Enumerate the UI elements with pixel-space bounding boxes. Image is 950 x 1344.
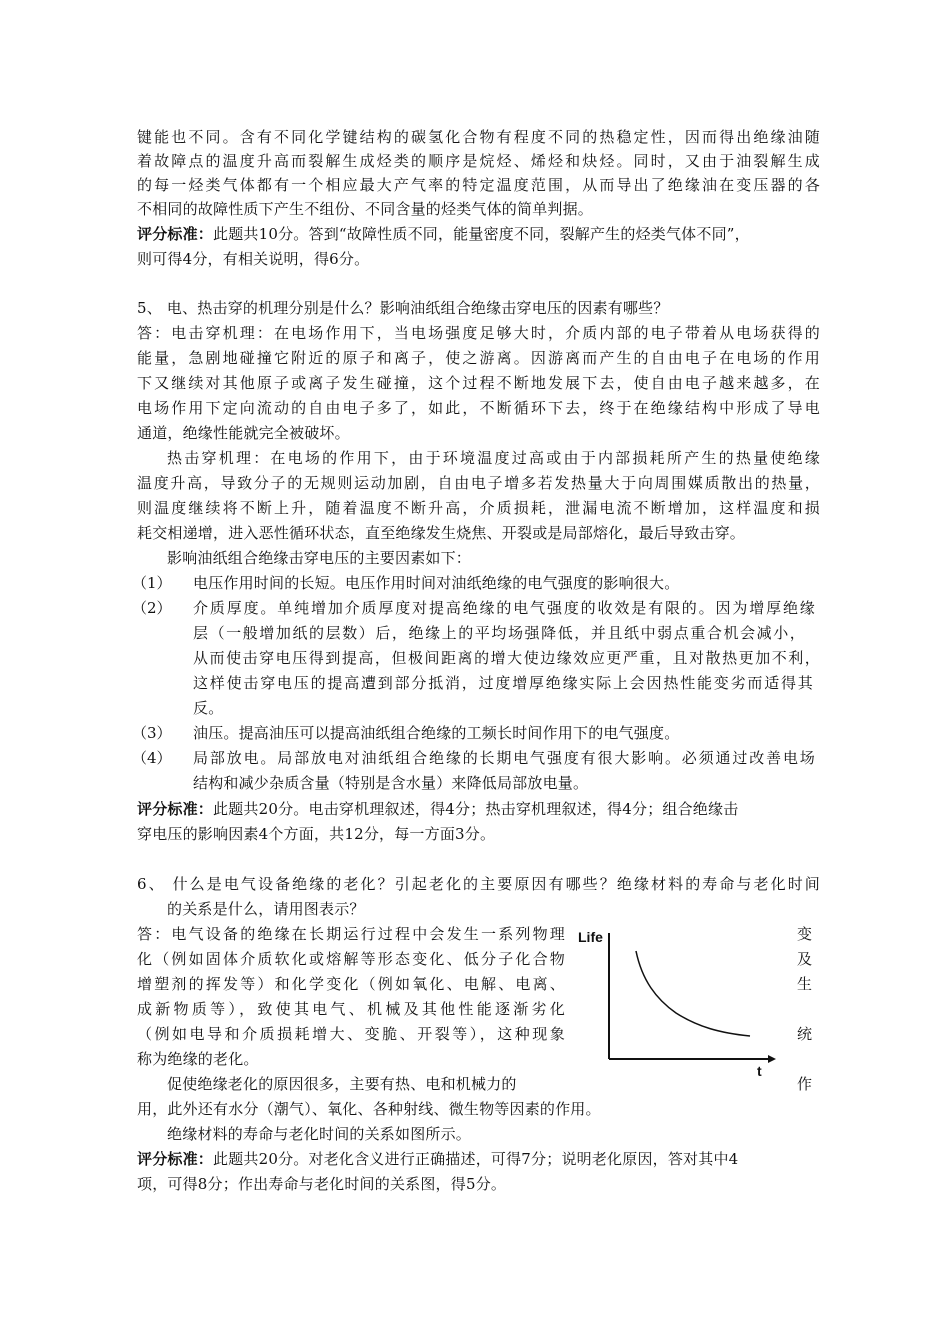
item-line: 电压作用时间的长短。电压作用时间对油纸绝缘的电气强度的影响很大。	[193, 574, 680, 592]
factors-intro: 影响油纸组合绝缘击穿电压的主要因素如下：	[167, 549, 472, 567]
wrapped-char: 生	[797, 975, 813, 993]
x-axis-arrow	[768, 1055, 776, 1063]
answer-line: 成新物质等），致使其电气、机械及其他性能逐渐劣化	[137, 1000, 565, 1018]
item-line: 介质厚度。单纯增加介质厚度对提高绝缘的电气强度的收效是有限的。因为增厚绝缘	[193, 599, 815, 617]
item-line: 层（一般增加纸的层数）后，绝缘上的平均场强降低，并且纸中弱点重合机会减小，	[193, 624, 805, 642]
scoring-label: 评分标准：	[137, 1150, 214, 1168]
wrapped-char: 作	[797, 1075, 813, 1093]
item-number: （3）	[132, 724, 172, 742]
wrapped-char: 及	[797, 950, 813, 968]
answer-line: （例如电导和介质损耗增大、变脆、开裂等），这种现象	[137, 1025, 565, 1043]
answer-line: 则温度继续将不断上升，随着温度不断升高，介质损耗，泄漏电流不断增加，这样温度和损	[137, 499, 820, 517]
paragraph-line: 不相同的故障性质下产生不组份、不同含量的烃类气体的简单判据。	[137, 200, 594, 218]
answer-line: 耗交相递增，进入恶性循环状态，直至绝缘发生烧焦、开裂或是局部熔化，最后导致击穿。	[137, 524, 746, 542]
item-number: （1）	[132, 574, 172, 592]
answer-line: 用，此外还有水分（潮气）、氧化、各种射线、微生物等因素的作用。	[137, 1100, 601, 1118]
item-number: （2）	[132, 599, 172, 617]
answer-line: 电场作用下定向流动的自由电子多了，如此，不断循环下去，终于在绝缘结构中形成了导电	[137, 399, 820, 417]
answer-line: 绝缘材料的寿命与老化时间的关系如图所示。	[167, 1125, 472, 1143]
scoring-text: 则可得4分，有相关说明，得6分。	[137, 250, 370, 268]
wrapped-char: 统	[797, 1025, 813, 1043]
answer-line: 通道，绝缘性能就完全被破坏。	[137, 424, 350, 442]
item-line: 这样使击穿电压的提高遭到部分抵消，过度增厚绝缘实际上会因热性能变劣而适得其	[193, 674, 813, 692]
question-6: 6、 什么是电气设备绝缘的老化？引起老化的主要原因有哪些？绝缘材料的寿命与老化时间	[137, 875, 820, 893]
answer-line: 下又继续对其他原子或离子发生碰撞，这个过程不断地发展下去，使自由电子越来越多，在	[137, 374, 820, 392]
question-5: 5、 电、热击穿的机理分别是什么？影响油纸组合绝缘击穿电压的因素有哪些？	[137, 299, 669, 317]
scoring-text: 此题共20分。电击穿机理叙述，得4分；热击穿机理叙述，得4分；组合绝缘击	[213, 800, 739, 818]
y-axis-label: Life	[578, 929, 603, 945]
answer-line: 能量，急剧地碰撞它附近的原子和离子，使之游离。因游离而产生的自由电子在电场的作用	[137, 349, 820, 367]
scoring-label: 评分标准：	[137, 800, 214, 818]
answer-line: 增塑剂的挥发等）和化学变化（例如氧化、电解、电离、	[137, 975, 565, 993]
scoring-standard	[137, 222, 750, 246]
answer-line: 答：电气设备的绝缘在长期运行过程中会发生一系列物理	[137, 925, 565, 943]
item-line: 局部放电。局部放电对油纸组合绝缘的长期电气强度有很大影响。必须通过改善电场	[193, 749, 815, 767]
scoring-label: 评分标准：	[137, 225, 214, 243]
paragraph-line: 着故障点的温度升高而裂解生成烃类的顺序是烷烃、烯烃和炔烃。同时，又由于油裂解生成	[137, 152, 820, 170]
item-line: 油压。提高油压可以提高油纸组合绝缘的工频长时间作用下的电气强度。	[193, 724, 680, 742]
scoring-text: 项，可得8分；作出寿命与老化时间的关系图，得5分。	[137, 1175, 507, 1193]
scoring-standard	[137, 1147, 738, 1171]
answer-line: 温度升高，导致分子的无规则运动加剧，自由电子增多若发热量大于向周围媒质散出的热量，	[137, 474, 820, 492]
scoring-text: 此题共10分。答到“故障性质不同，能量密度不同，裂解产生的烃类气体不同”，	[213, 225, 750, 243]
item-line: 结构和减少杂质含量（特别是含水量）来降低局部放电量。	[193, 774, 589, 792]
answer-line: 化（例如固体介质软化或熔解等形态变化、低分子化合物	[137, 950, 565, 968]
scoring-standard	[137, 797, 738, 821]
answer-line: 促使绝缘老化的原因很多，主要有热、电和机械力的	[167, 1075, 517, 1093]
answer-line: 称为绝缘的老化。	[137, 1050, 259, 1068]
scoring-text: 穿电压的影响因素4个方面，共12分，每一方面3分。	[137, 825, 496, 843]
x-axis-label: t	[757, 1063, 762, 1079]
item-line: 从而使击穿电压得到提高，但极间距离的增大使边缘效应更严重，且对散热更加不利，	[193, 649, 820, 667]
answer-line: 答：电击穿机理：在电场作用下，当电场强度足够大时，介质内部的电子带着从电场获得的	[137, 324, 820, 342]
paragraph-line: 的每一烃类气体都有一个相应最大产气率的特定温度范围，从而导出了绝缘油在变压器的各	[137, 176, 820, 194]
paragraph-line: 键能也不同。含有不同化学键结构的碳氢化合物有程度不同的热稳定性，因而得出绝缘油随	[137, 128, 820, 146]
question-6-cont: 的关系是什么，请用图表示？	[167, 900, 365, 918]
item-line: 反。	[193, 699, 224, 717]
life-vs-time-figure	[578, 925, 778, 1085]
answer-line: 热击穿机理：在电场的作用下，由于环境温度过高或由于内部损耗所产生的热量使绝缘	[167, 449, 820, 467]
life-curve	[636, 951, 750, 1036]
wrapped-char: 变	[797, 925, 813, 943]
scoring-text: 此题共20分。对老化含义进行正确描述，可得7分；说明老化原因，答对其中4	[213, 1150, 739, 1168]
item-number: （4）	[132, 749, 172, 767]
